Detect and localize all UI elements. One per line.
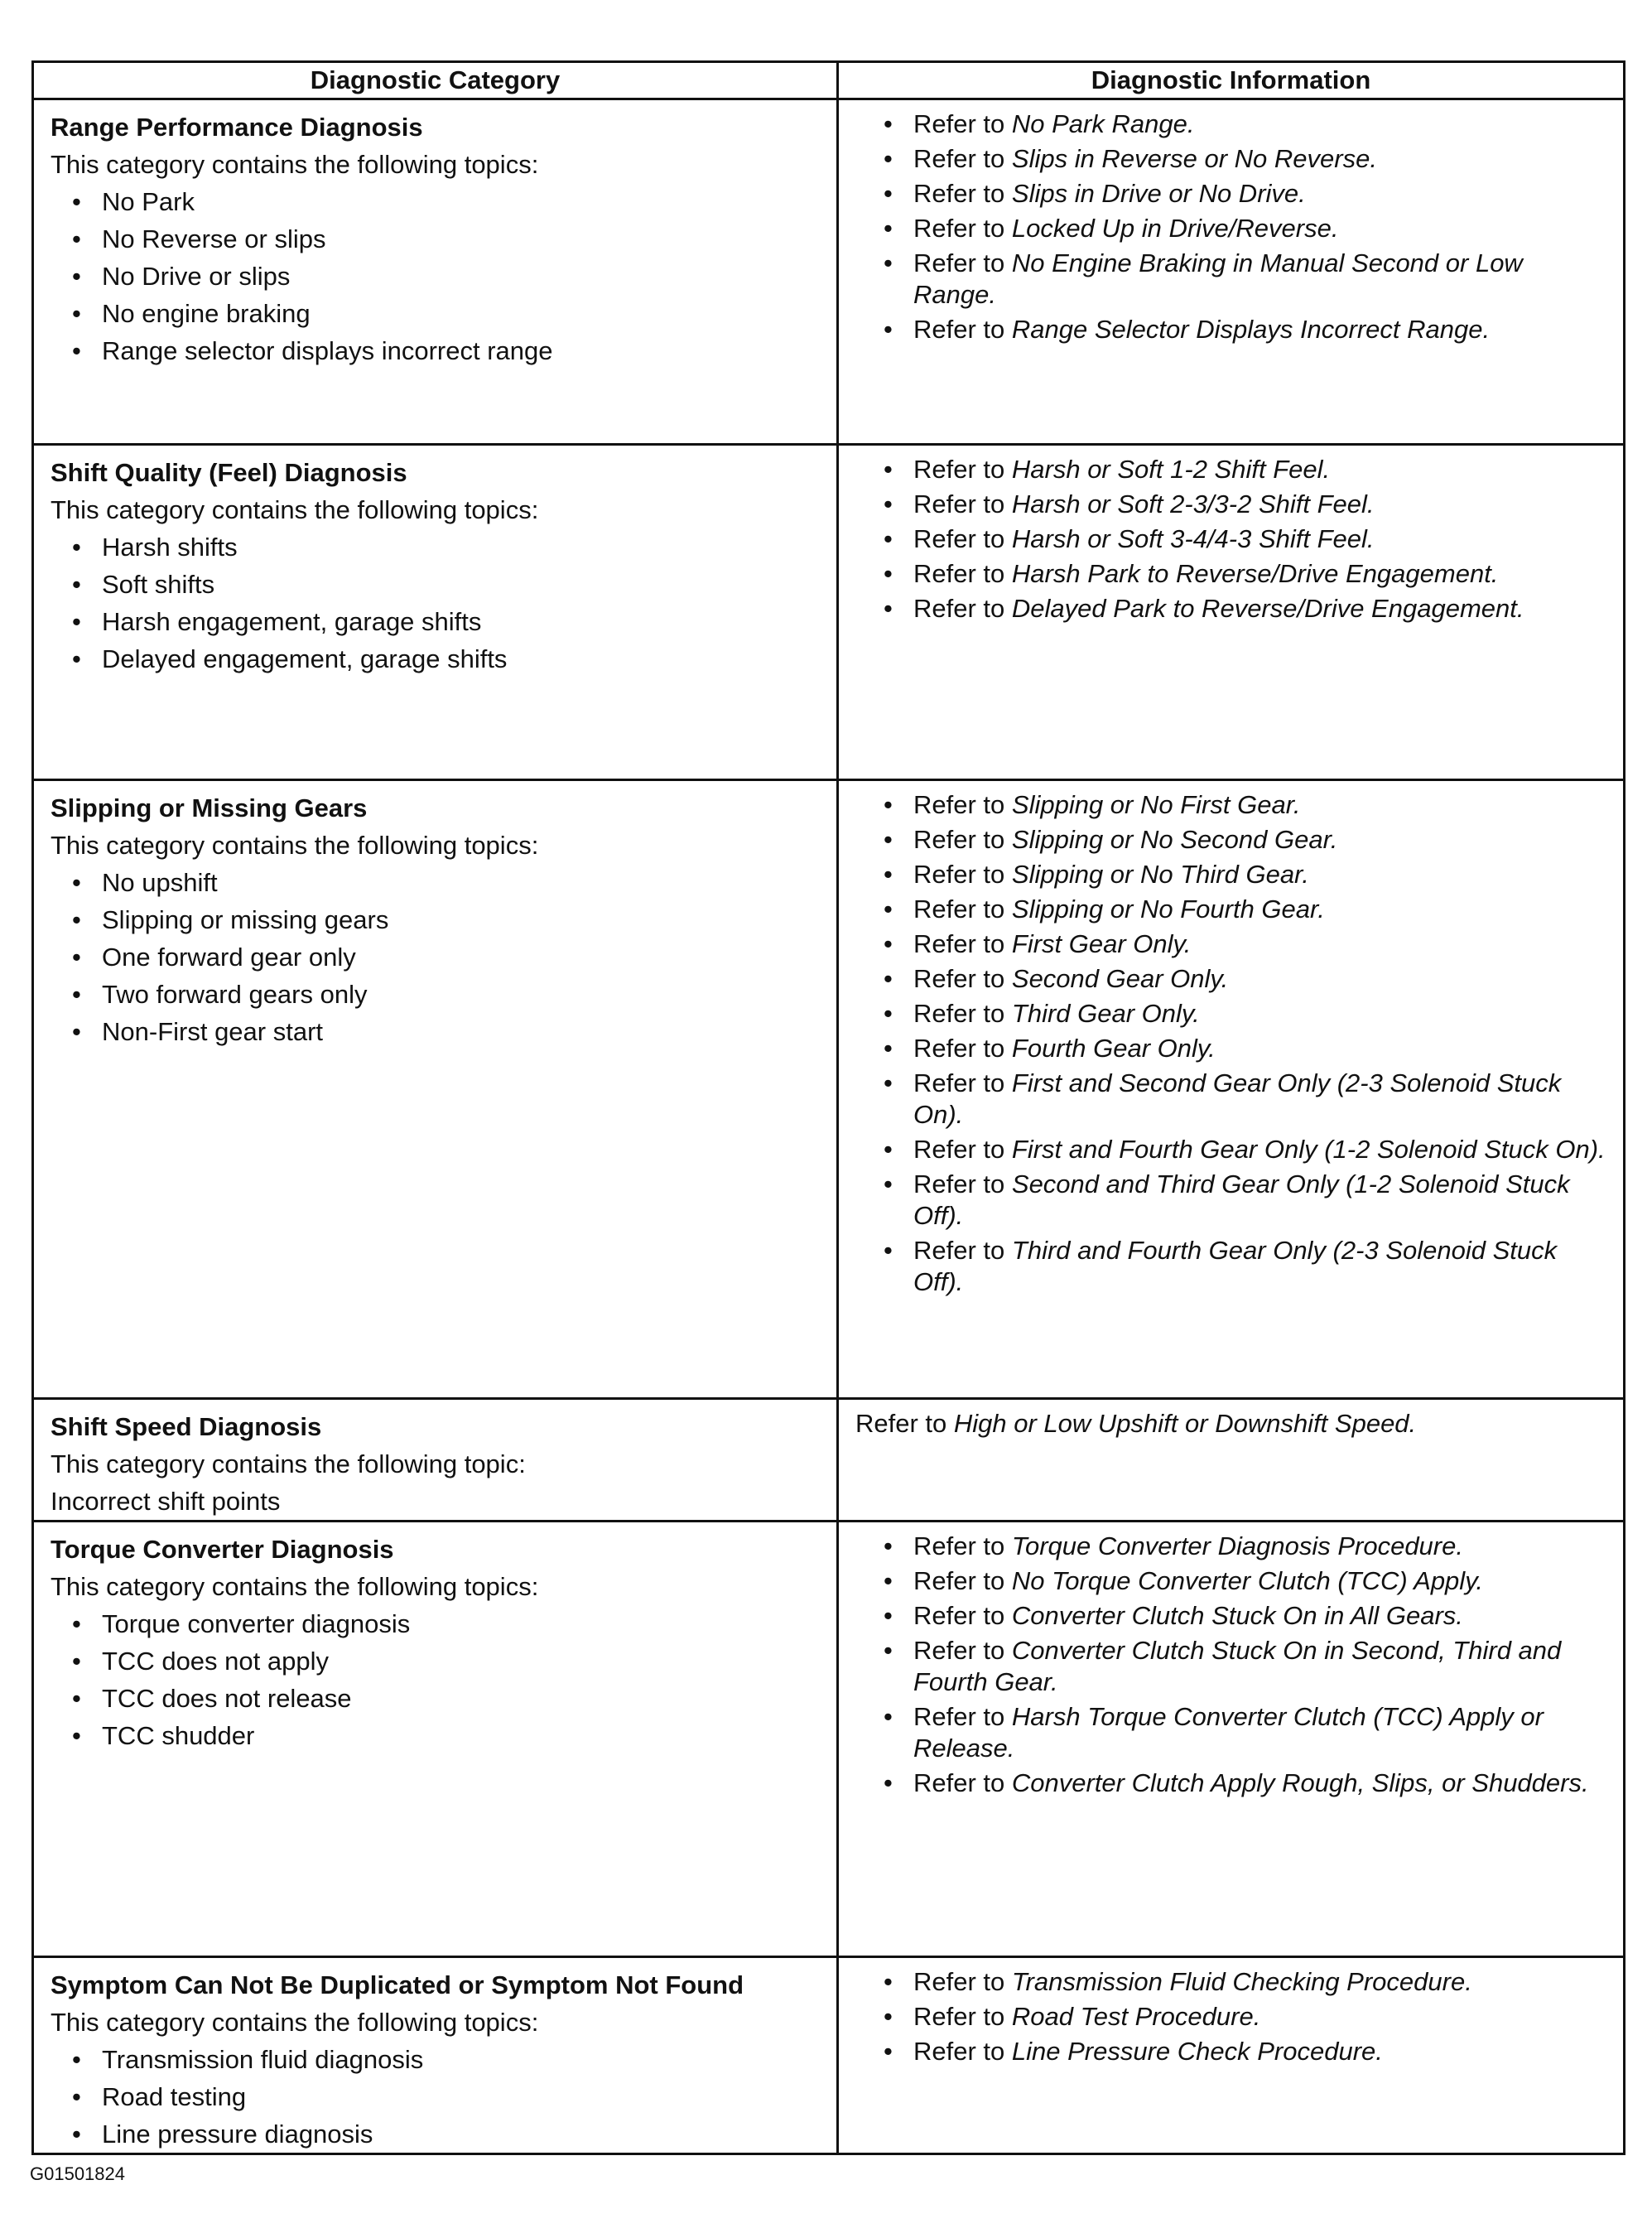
reference-prefix: Refer to <box>913 490 1012 518</box>
category-intro: This category contains the following topics: <box>51 1572 539 1601</box>
reference-link[interactable]: Converter Clutch Apply Rough, Slips, or Shudders. <box>1011 1768 1589 1797</box>
reference-link[interactable]: Slips in Drive or No Drive. <box>1011 179 1306 208</box>
reference-prefix: Refer to <box>855 1409 954 1438</box>
table-row <box>33 99 1625 445</box>
reference-link[interactable]: No Torque Converter Clutch (TCC) Apply. <box>1011 1566 1484 1595</box>
reference-link[interactable]: Locked Up in Drive/Reverse. <box>1011 214 1339 243</box>
reference-prefix: Refer to <box>913 929 1012 958</box>
reference-prefix: Refer to <box>913 1566 1012 1595</box>
topic-item: • Soft shifts <box>69 566 825 603</box>
reference-prefix: Refer to <box>913 860 1012 889</box>
topic-item: • Delayed engagement, garage shifts <box>69 640 825 678</box>
category-title: Slipping or Missing Gears <box>51 793 368 822</box>
reference-item <box>880 789 1611 821</box>
reference-link[interactable]: Transmission Fluid Checking Procedure. <box>1011 1967 1472 1996</box>
category-cell <box>33 445 838 780</box>
reference-item <box>880 314 1611 345</box>
reference-item <box>880 1235 1611 1298</box>
reference-link[interactable]: Third and Fourth Gear Only (2-3 Solenoid Stuck Off). <box>913 1236 1558 1296</box>
category-cell <box>33 99 838 445</box>
topic-item: • No Reverse or slips <box>69 220 825 258</box>
reference-prefix: Refer to <box>913 248 1012 277</box>
reference-prefix: Refer to <box>913 559 1012 588</box>
reference-item <box>880 454 1611 485</box>
reference-item <box>880 859 1611 890</box>
reference-prefix: Refer to <box>913 455 1012 484</box>
reference-prefix: Refer to <box>913 1531 1012 1560</box>
category-title: Shift Quality (Feel) Diagnosis <box>51 458 407 487</box>
table-row <box>33 780 1625 1399</box>
reference-prefix: Refer to <box>913 1636 1012 1665</box>
topic-item: • Harsh shifts <box>69 528 825 566</box>
reference-link[interactable]: Road Test Procedure. <box>1011 2002 1261 2031</box>
topic-item: • Two forward gears only <box>69 976 825 1013</box>
information-cell <box>838 99 1625 445</box>
diagnostic-table <box>31 60 1626 2155</box>
reference-link[interactable]: No Engine Braking in Manual Second or Low Range. <box>913 248 1523 309</box>
reference-link[interactable]: Line Pressure Check Procedure. <box>1011 2037 1383 2066</box>
header-diagnostic-category: Diagnostic Category <box>33 62 838 99</box>
table-row <box>33 1522 1625 1957</box>
plain-reference <box>839 1400 1623 1440</box>
category-intro: This category contains the following topics: <box>51 495 539 524</box>
topic-item: • Line pressure diagnosis <box>69 2115 825 2153</box>
information-cell <box>838 780 1625 1399</box>
topic-item: • No upshift <box>69 864 825 901</box>
category-cell <box>33 1522 838 1957</box>
reference-prefix: Refer to <box>913 2002 1012 2031</box>
reference-prefix: Refer to <box>913 214 1012 243</box>
topic-list <box>51 528 825 678</box>
reference-link[interactable]: Harsh Park to Reverse/Drive Engagement. <box>1011 559 1499 588</box>
topic-item: • TCC does not release <box>69 1680 825 1717</box>
topic-item: • No Park <box>69 183 825 220</box>
reference-item <box>880 523 1611 555</box>
reference-item <box>880 2036 1611 2067</box>
reference-link[interactable]: Delayed Park to Reverse/Drive Engagement. <box>1011 594 1524 623</box>
reference-item <box>880 1635 1611 1698</box>
reference-item <box>880 489 1611 520</box>
reference-list <box>855 109 1611 345</box>
topic-item: • Slipping or missing gears <box>69 901 825 938</box>
reference-item <box>880 998 1611 1030</box>
reference-item <box>880 213 1611 244</box>
figure-identifier: G01501824 <box>30 2163 125 2184</box>
reference-item <box>880 143 1611 175</box>
topic-item: • Range selector displays incorrect range <box>69 332 825 369</box>
reference-prefix: Refer to <box>913 1034 1012 1063</box>
reference-item <box>880 593 1611 625</box>
reference-prefix: Refer to <box>913 1601 1012 1630</box>
header-diagnostic-information: Diagnostic Information <box>838 62 1625 99</box>
reference-link[interactable]: Torque Converter Diagnosis Procedure. <box>1011 1531 1463 1560</box>
reference-prefix: Refer to <box>913 999 1012 1028</box>
information-cell <box>838 445 1625 780</box>
reference-link[interactable]: Harsh or Soft 2-3/3-2 Shift Feel. <box>1011 490 1375 518</box>
reference-item <box>880 1169 1611 1232</box>
reference-link[interactable]: Converter Clutch Stuck On in Second, Third and Fourth Gear. <box>913 1636 1562 1696</box>
topic-item: • Transmission fluid diagnosis <box>69 2041 825 2078</box>
category-intro: This category contains the following topics: <box>51 831 539 860</box>
reference-item <box>880 1134 1611 1165</box>
table-row <box>33 1399 1625 1522</box>
reference-prefix: Refer to <box>913 1967 1012 1996</box>
reference-link[interactable]: Slips in Reverse or No Reverse. <box>1011 144 1377 173</box>
table-header-row <box>33 62 1625 99</box>
reference-link[interactable]: Slipping or No Third Gear. <box>1011 860 1309 889</box>
table-row <box>33 445 1625 780</box>
category-cell <box>33 780 838 1399</box>
plain-topic: Incorrect shift points <box>51 1487 281 1516</box>
reference-item <box>880 1701 1611 1764</box>
reference-prefix: Refer to <box>913 1236 1012 1265</box>
reference-list <box>855 1966 1611 2067</box>
topic-item: • One forward gear only <box>69 938 825 976</box>
information-cell <box>838 1957 1625 2154</box>
reference-item <box>880 1033 1611 1064</box>
reference-item <box>880 1531 1611 1562</box>
category-title: Symptom Can Not Be Duplicated or Symptom Not Found <box>51 1970 744 1999</box>
reference-item <box>880 178 1611 210</box>
reference-list <box>855 1531 1611 1799</box>
reference-item <box>880 894 1611 925</box>
reference-item <box>880 109 1611 140</box>
table-body <box>33 99 1625 2154</box>
topic-item: • No Drive or slips <box>69 258 825 295</box>
reference-link[interactable]: First and Second Gear Only (2-3 Solenoid Stuck On). <box>913 1068 1562 1129</box>
reference-prefix: Refer to <box>913 825 1012 854</box>
reference-link[interactable]: Harsh Torque Converter Clutch (TCC) Apply or Release. <box>913 1702 1544 1763</box>
reference-prefix: Refer to <box>913 179 1012 208</box>
reference-link[interactable]: Slipping or No Second Gear. <box>1011 825 1338 854</box>
reference-link[interactable]: Second Gear Only. <box>1011 964 1229 993</box>
reference-link[interactable]: Range Selector Displays Incorrect Range. <box>1011 315 1491 344</box>
topic-list <box>51 864 825 1050</box>
reference-link[interactable]: First and Fourth Gear Only (1-2 Solenoid Stuck On). <box>1011 1135 1606 1164</box>
reference-link[interactable]: High or Low Upshift or Downshift Speed. <box>953 1409 1417 1438</box>
reference-prefix: Refer to <box>913 315 1012 344</box>
reference-prefix: Refer to <box>913 524 1012 553</box>
topic-item: • Harsh engagement, garage shifts <box>69 603 825 640</box>
reference-prefix: Refer to <box>913 895 1012 924</box>
reference-prefix: Refer to <box>913 1068 1012 1097</box>
reference-link[interactable]: Harsh or Soft 3-4/4-3 Shift Feel. <box>1011 524 1375 553</box>
category-intro: This category contains the following topic: <box>51 1449 526 1478</box>
reference-list <box>855 454 1611 625</box>
reference-link[interactable]: Converter Clutch Stuck On in All Gears. <box>1011 1601 1463 1630</box>
category-title: Torque Converter Diagnosis <box>51 1535 394 1564</box>
topic-item: • Non-First gear start <box>69 1013 825 1050</box>
category-cell <box>33 1957 838 2154</box>
category-title: Range Performance Diagnosis <box>51 113 423 142</box>
reference-prefix: Refer to <box>913 109 1012 138</box>
reference-item <box>880 824 1611 856</box>
reference-item <box>880 248 1611 311</box>
topic-item: • TCC does not apply <box>69 1642 825 1680</box>
reference-item <box>880 1565 1611 1597</box>
reference-link[interactable]: Fourth Gear Only. <box>1011 1034 1216 1063</box>
information-cell <box>838 1399 1625 1522</box>
reference-link[interactable]: Second and Third Gear Only (1-2 Solenoid Stuck Off). <box>913 1170 1570 1230</box>
reference-item <box>880 2001 1611 2033</box>
topic-list <box>51 2041 825 2153</box>
reference-item <box>880 963 1611 995</box>
reference-prefix: Refer to <box>913 1135 1012 1164</box>
reference-prefix: Refer to <box>913 2037 1012 2066</box>
topic-list <box>51 1605 825 1754</box>
reference-list <box>855 789 1611 1298</box>
reference-item <box>880 1966 1611 1998</box>
topic-item: • No engine braking <box>69 295 825 332</box>
reference-item <box>880 558 1611 590</box>
reference-item <box>880 1068 1611 1131</box>
topic-item: • Torque converter diagnosis <box>69 1605 825 1642</box>
reference-item <box>880 928 1611 960</box>
reference-link[interactable]: First Gear Only. <box>1011 929 1192 958</box>
topic-item: • TCC shudder <box>69 1717 825 1754</box>
reference-prefix: Refer to <box>913 144 1012 173</box>
category-cell <box>33 1399 838 1522</box>
reference-prefix: Refer to <box>913 594 1012 623</box>
reference-link[interactable]: No Park Range. <box>1011 109 1195 138</box>
information-cell <box>838 1522 1625 1957</box>
reference-link[interactable]: Third Gear Only. <box>1011 999 1200 1028</box>
category-title: Shift Speed Diagnosis <box>51 1412 322 1441</box>
reference-link[interactable]: Slipping or No Fourth Gear. <box>1011 895 1325 924</box>
reference-prefix: Refer to <box>913 1768 1012 1797</box>
category-intro: This category contains the following topics: <box>51 150 539 179</box>
reference-prefix: Refer to <box>913 1170 1012 1198</box>
reference-item <box>880 1768 1611 1799</box>
reference-item <box>880 1600 1611 1632</box>
topic-item: • Road testing <box>69 2078 825 2115</box>
category-intro: This category contains the following topics: <box>51 2008 539 2037</box>
reference-link[interactable]: Harsh or Soft 1-2 Shift Feel. <box>1011 455 1331 484</box>
reference-prefix: Refer to <box>913 964 1012 993</box>
topic-list <box>51 183 825 369</box>
reference-link[interactable]: Slipping or No First Gear. <box>1011 790 1301 819</box>
table-row <box>33 1957 1625 2154</box>
reference-prefix: Refer to <box>913 790 1012 819</box>
reference-prefix: Refer to <box>913 1702 1012 1731</box>
